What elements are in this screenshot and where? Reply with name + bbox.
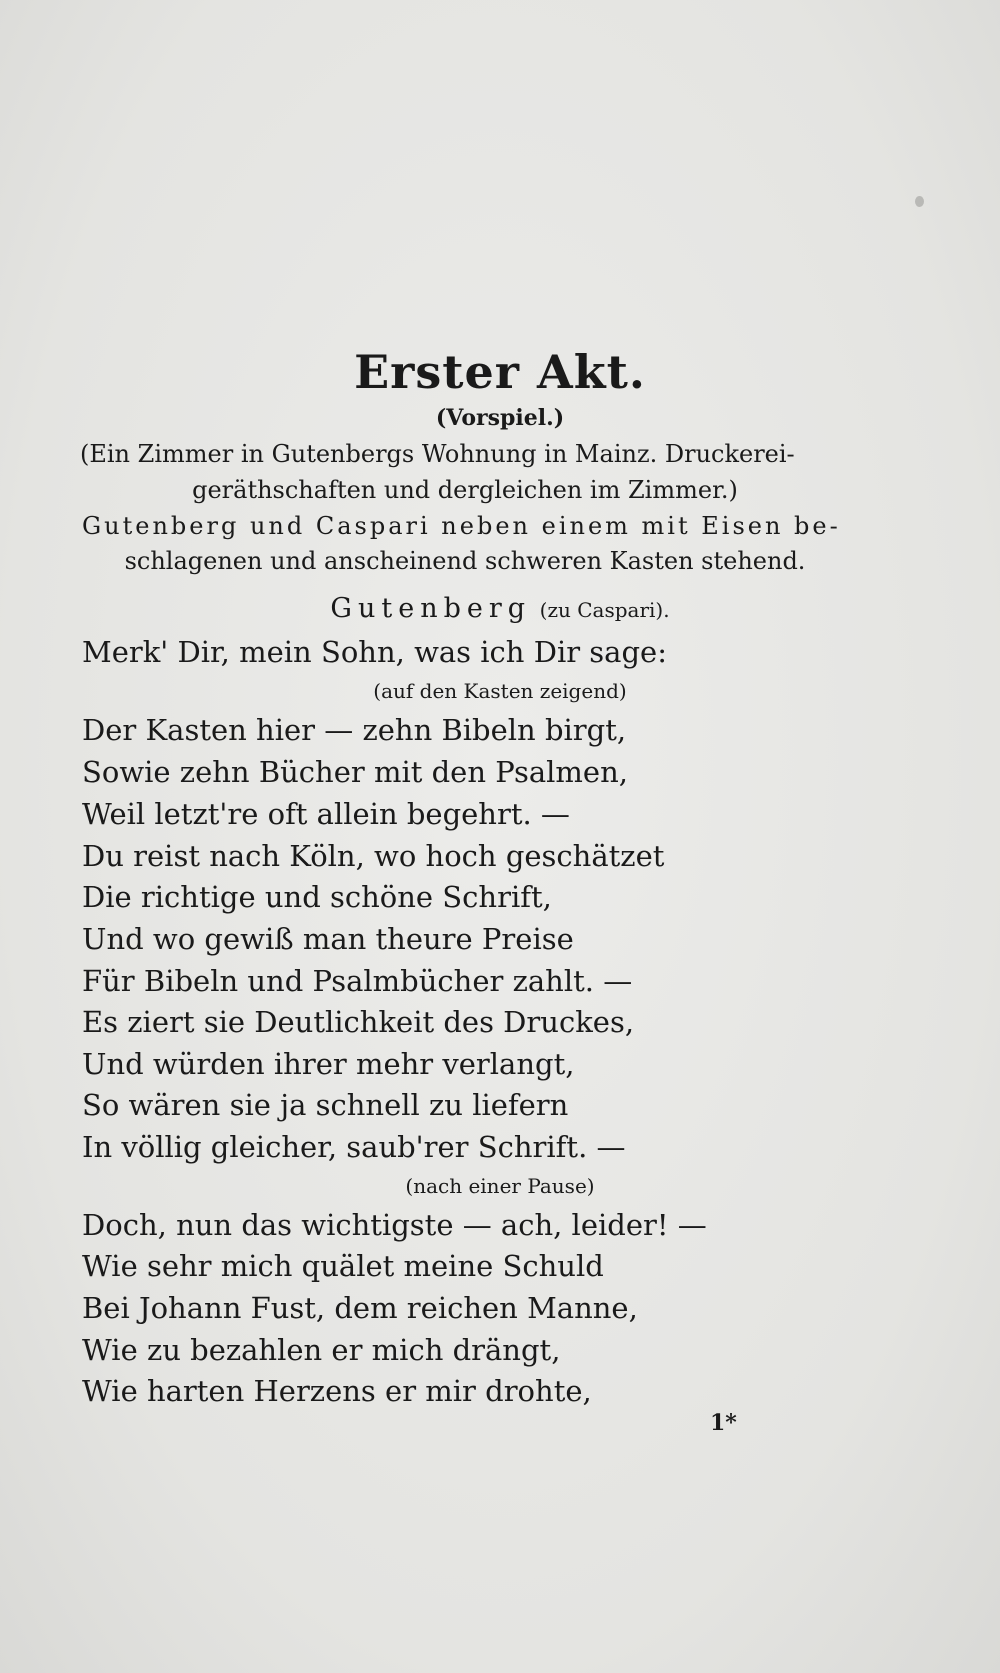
verse-line: Und würden ihrer mehr verlangt,	[82, 1047, 575, 1081]
verse-line: Und wo gewiß man theure Preise	[82, 922, 574, 956]
act-title: Erster Akt.	[354, 345, 646, 399]
paper-speck	[915, 196, 924, 207]
verse-line: Sowie zehn Bücher mit den Psalmen,	[82, 755, 628, 789]
verse-line: Wie sehr mich quälet meine Schuld	[82, 1249, 604, 1283]
verse-line: Weil letzt're oft allein begehrt. —	[82, 797, 570, 831]
stage-direction-line: Gutenberg und Caspari neben einem mit Eisen be-	[82, 512, 841, 540]
speaker-heading	[0, 593, 1000, 624]
page-number: 1*	[710, 1410, 737, 1436]
verse-line: Der Kasten hier — zehn Bibeln birgt,	[82, 713, 627, 747]
prelude-label: (Vorspiel.)	[435, 405, 565, 431]
verse-line: Die richtige und schöne Schrift,	[82, 880, 552, 914]
stage-direction-line: schlagenen und anscheinend schweren Kasten stehend.	[124, 547, 806, 575]
verse-line: Wie zu bezahlen er mich drängt,	[82, 1333, 561, 1367]
stage-direction-line: geräthschaften und dergleichen im Zimmer.)	[192, 476, 738, 504]
stage-direction: (auf den Kasten zeigend)	[373, 679, 627, 703]
verse-line: So wären sie ja schnell zu liefern	[82, 1088, 569, 1122]
verse-line: Merk' Dir, mein Sohn, was ich Dir sage:	[82, 635, 667, 669]
verse-line: Es ziert sie Deutlichkeit des Druckes,	[82, 1005, 635, 1039]
stage-direction-line: (Ein Zimmer in Gutenbergs Wohnung in Mainz. Druckerei-	[80, 440, 795, 468]
verse-line: Für Bibeln und Psalmbücher zahlt. —	[82, 964, 633, 998]
stage-direction: (nach einer Pause)	[405, 1174, 595, 1198]
verse-line: In völlig gleicher, saub'rer Schrift. —	[82, 1130, 626, 1164]
verse-line: Du reist nach Köln, wo hoch geschätzet	[82, 839, 665, 873]
speaker-aside: (zu Caspari).	[539, 598, 670, 622]
verse-line: Doch, nun das wichtigste — ach, leider! —	[82, 1208, 707, 1242]
speaker-name: Gutenberg	[330, 593, 532, 624]
verse-line: Bei Johann Fust, dem reichen Manne,	[82, 1291, 638, 1325]
verse-line: Wie harten Herzens er mir drohte,	[82, 1374, 592, 1408]
